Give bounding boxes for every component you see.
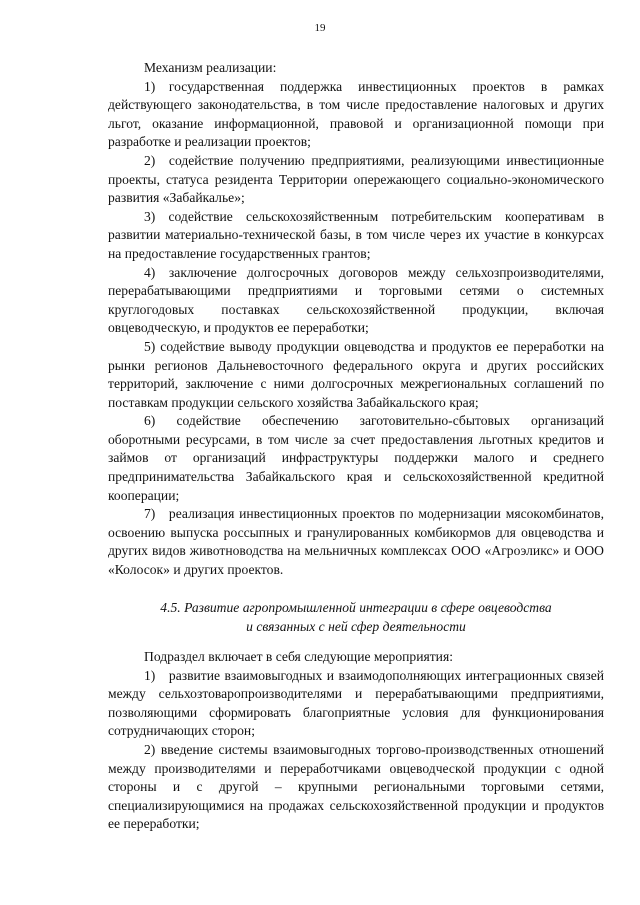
list-item: 7) реализация инвестиционных проектов по модернизации мясокомбинатов, освоению выпуска россыпных и гранулированных комбикормов для овцеводства и других видов животноводства на мельничных комплексах ООО «Агроэликс» и ООО «Колосок» и других проектов. [108, 506, 604, 578]
list-item: 6) содействие обеспечению заготовительно-сбытовых организаций оборотными ресурсами, в том числе за счет предоставления льготных кредитов и займов от организаций инфраструктуры поддержки малого и среднего предпринимательства Забайкальского края и сельскохозяйственной кредитной кооперации; [108, 413, 604, 503]
heading-line: 4.5. Развитие агропромышленной интеграции в сфере овцеводства [160, 600, 552, 615]
heading-line: и связанных с ней сфер деятельности [246, 618, 466, 634]
list-item: 2) содействие получению предприятиями, реализующими инвестиционные проекты, статуса резидента Территории опережающего социально-экономического развития «Забайкалье»; [108, 152, 604, 206]
list-item: 5) содействие выводу продукции овцеводства и продуктов ее переработки на рынки регионов Дальневосточного федерального округа и других российских территорий, заключение с ними долгосрочных межрегиональных соглашений по поставкам продукции сельского хозяйства Забайкальского края; [108, 338, 604, 410]
section-intro: Подраздел включает в себя следующие мероприятия: [144, 649, 453, 664]
page-number: 19 [314, 22, 326, 34]
subsection-heading [108, 599, 604, 636]
subsection-measures [108, 648, 604, 834]
list-item: 4) заключение долгосрочных договоров между сельхозпроизводителями, перерабатывающими предприятиями и торговыми сетями о системных круглогодовых поставках сельскохозяйственной продукции, включая овцеводческую, и продуктов ее переработки; [108, 264, 604, 336]
list-item: 2) введение системы взаимовыгодных торгово-производственных отношений между производителями и переработчиками овцеводческой продукции с одной стороны и с другой – крупными региональными торговыми сетями, специализирующимися на продажах сельскохозяйственной продукции и продуктов ее переработки; [108, 741, 604, 832]
list-item: 3) содействие сельскохозяйственным потребительским кооперативам в развитии материально-технической базы, в том числе через их участие в конкурсах на предоставление государственных грантов; [108, 208, 604, 261]
list-item: 1) развитие взаимовыгодных и взаимодополняющих интеграционных связей между сельхозтоваропроизводителями и перерабатывающими предприятиями, позволяющими сформировать благоприятные условия для функционирования сотрудничающих сторон; [108, 667, 604, 739]
section-intro: Механизм реализации: [144, 60, 277, 75]
implementation-mechanism-section [108, 59, 604, 580]
list-item: 1) государственная поддержка инвестиционных проектов в рамках действующего законодательства, в том числе предоставление налоговых и других льгот, оказание информационной, правовой и организационной помощи при разработке и реализации проектов; [108, 78, 604, 150]
